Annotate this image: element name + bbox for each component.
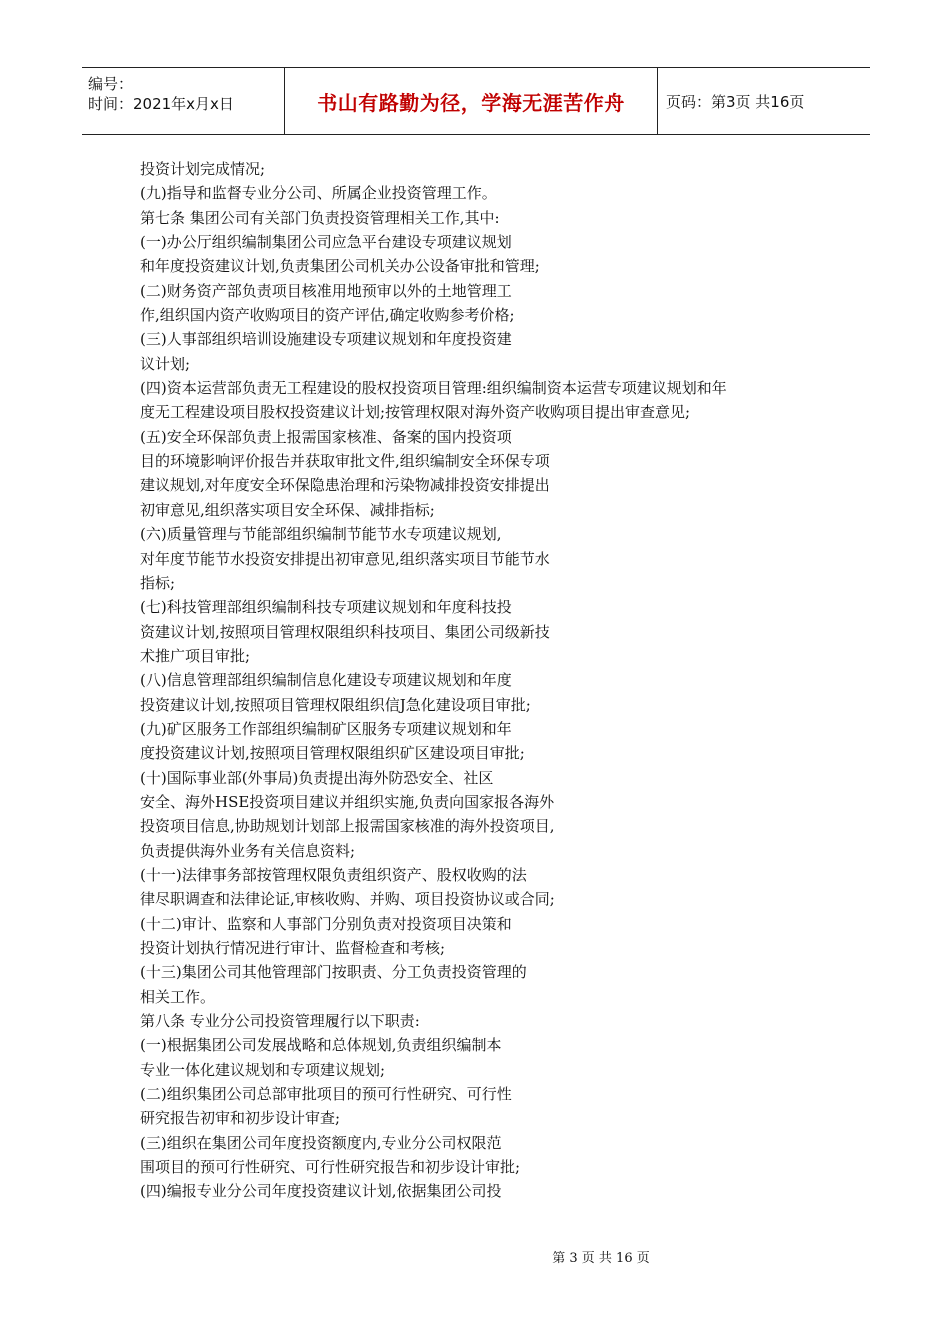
body-line: 初审意见,组织落实项目安全环保、减排指标; (140, 500, 435, 519)
body-line: (一)办公厅组织编制集团公司应急平台建设专项建议规划 (140, 233, 512, 252)
body-line: (一)根据集团公司发展战略和总体规划,负责组织编制本 (140, 1036, 502, 1055)
body-line: (十)国际事业部(外事局)负责提出海外防恐安全、社区 (140, 768, 494, 787)
body-line: 安全、海外HSE投资项目建议并组织实施,负责向国家报各海外 (140, 792, 555, 811)
body-line: (四)编报专业分公司年度投资建议计划,依据集团公司投 (140, 1182, 502, 1201)
body-line: 投资项目信息,协助规划计划部上报需国家核准的海外投资项目, (140, 817, 555, 836)
body-line: (十二)审计、监察和人事部门分别负责对投资项目决策和 (140, 914, 512, 933)
body-line: 专业一体化建议规划和专项建议规划; (140, 1060, 386, 1079)
body-line: 指标; (140, 573, 176, 592)
body-line: 相关工作。 (140, 987, 216, 1006)
document-body (140, 157, 830, 1204)
body-line: (十三)集团公司其他管理部门按职责、分工负责投资管理的 (140, 963, 527, 982)
body-line: (二)组织集团公司总部审批项目的预可行性研究、可行性 (140, 1085, 512, 1104)
body-line: 投资建议计划,按照项目管理权限组织信J急化建设项目审批; (140, 695, 531, 714)
page-footer (0, 1247, 950, 1266)
body-line: 律尽职调查和法律论证,审核收购、并购、项目投资协议或合同; (140, 890, 555, 909)
body-line: 投资计划执行情况进行审计、监督检查和考核; (140, 939, 446, 957)
document-number-label: 编号： (88, 75, 134, 93)
body-line: (五)安全环保部负责上报需国家核准、备案的国内投资项 (140, 427, 512, 446)
page-header (82, 67, 870, 135)
body-line: 建议规划,对年度安全环保隐患治理和污染物减排投资安排提出 (140, 476, 550, 495)
body-line: (八)信息管理部组织编制信息化建设专项建议规划和年度 (140, 671, 512, 690)
body-line: 围项目的预可行性研究、可行性研究报告和初步设计审批; (140, 1158, 521, 1177)
body-line: (九)指导和监督专业分公司、所属企业投资管理工作。 (140, 184, 497, 203)
body-line: 第八条 专业分公司投资管理履行以下职责: (140, 1012, 420, 1031)
body-line: 目的环境影响评价报告并获取审批文件,组织编制安全环保专项 (140, 452, 550, 471)
body-line: 度投资建议计划,按照项目管理权限组织矿区建设项目审批; (140, 744, 525, 763)
body-line: 作,组织国内资产收购项目的资产评估,确定收购参考价格; (140, 306, 515, 325)
footer-page-number: 第 3 页 共 16 页 (552, 1251, 650, 1266)
body-line: 研究报告初审和初步设计审查; (140, 1109, 341, 1128)
header-motto: 书山有路勤为径，学海无涯苦作舟 (317, 90, 625, 115)
body-line: 术推广项目审批; (140, 646, 251, 665)
body-line: (三)人事部组织培训设施建设专项建议规划和年度投资建 (140, 330, 512, 349)
header-page-code: 页码：第3页 共16页 (666, 92, 805, 111)
body-line: (十一)法律事务部按管理权限负责组织资产、股权收购的法 (140, 865, 527, 884)
body-line: (七)科技管理部组织编制科技专项建议规划和年度科技投 (140, 598, 512, 617)
body-line: (二)财务资产部负责项目核准用地预审以外的土地管理工 (140, 281, 512, 300)
document-time-label: 时间：2021年x月x日 (88, 95, 234, 113)
body-line: 资建议计划,按照项目管理权限组织科技项目、集团公司级新技 (140, 622, 550, 641)
body-line: 投资计划完成情况; (140, 160, 266, 178)
body-line: 和年度投资建议计划,负责集团公司机关办公设备审批和管理; (140, 257, 540, 276)
body-line: (六)质量管理与节能部组织编制节能节水专项建议规划, (140, 525, 502, 544)
header-motto-cell (284, 68, 658, 134)
body-line: (九)矿区服务工作部组织编制矿区服务专项建议规划和年 (140, 719, 512, 738)
body-line: (三)组织在集团公司年度投资额度内,专业分公司权限范 (140, 1133, 502, 1152)
body-line: 议计划; (140, 354, 191, 373)
header-page-cell (658, 68, 870, 134)
body-line: 度无工程建设项目股权投资建议计划;按管理权限对海外资产收购项目提出审查意见; (140, 403, 691, 422)
body-line: 负责提供海外业务有关信息资料; (140, 841, 356, 860)
body-line: (四)资本运营部负责无工程建设的股权投资项目管理:组织编制资本运营专项建议规划和年 (140, 379, 727, 398)
header-meta-cell (82, 68, 284, 134)
body-line: 第七条 集团公司有关部门负责投资管理相关工作,其中: (140, 208, 500, 227)
body-line: 对年度节能节水投资安排提出初审意见,组织落实项目节能节水 (140, 549, 550, 568)
